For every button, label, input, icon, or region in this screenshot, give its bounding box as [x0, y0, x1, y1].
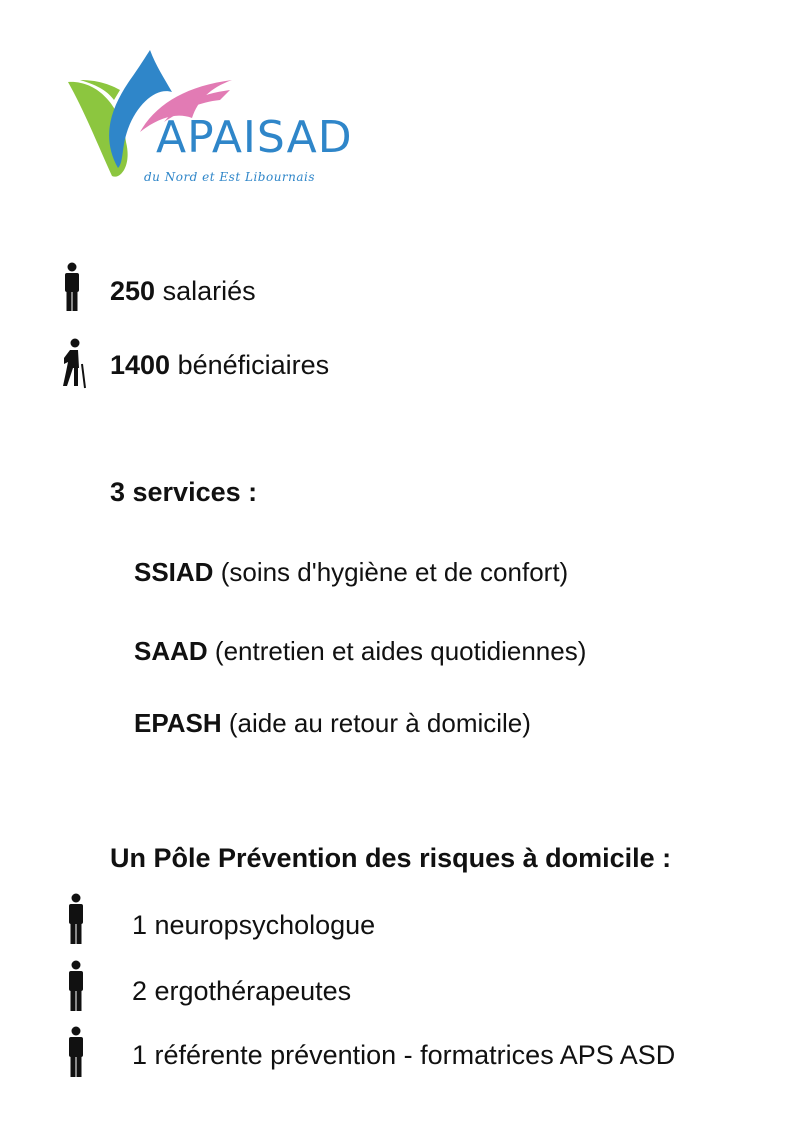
person-icon [62, 262, 82, 312]
stat-label: bénéficiaires [177, 350, 330, 380]
apaisad-logo [60, 40, 380, 200]
logo-tagline: du Nord et Est Libournais [144, 170, 316, 184]
service-ssiad [134, 557, 568, 588]
prevention-item: 1 neuropsychologue [132, 910, 376, 940]
services-heading: 3 services : [110, 477, 258, 507]
stat-value: 250 [110, 276, 156, 306]
prevention-heading: Un Pôle Prévention des risques à domicile : [110, 843, 672, 873]
logo-name: APAISAD [156, 112, 353, 163]
stat-label: salariés [162, 276, 256, 306]
service-desc: (soins d'hygiène et de confort) [220, 557, 569, 587]
service-name: SSIAD [134, 557, 214, 587]
service-name: SAAD [134, 636, 208, 666]
service-saad [134, 636, 586, 667]
person-icon [66, 960, 86, 1012]
person-icon [66, 1026, 86, 1078]
service-desc: (aide au retour à domicile) [228, 708, 531, 738]
service-desc: (entretien et aides quotidiennes) [214, 636, 587, 666]
prevention-item: 1 référente prévention - formatrices APS ASD [132, 1040, 676, 1070]
stat-employees [110, 276, 256, 307]
stat-beneficiaries [110, 350, 329, 381]
service-epash [134, 708, 531, 739]
service-name: EPASH [134, 708, 222, 738]
elderly-person-icon [62, 338, 88, 390]
person-icon [66, 893, 86, 945]
stat-value: 1400 [110, 350, 171, 380]
prevention-item: 2 ergothérapeutes [132, 976, 352, 1006]
